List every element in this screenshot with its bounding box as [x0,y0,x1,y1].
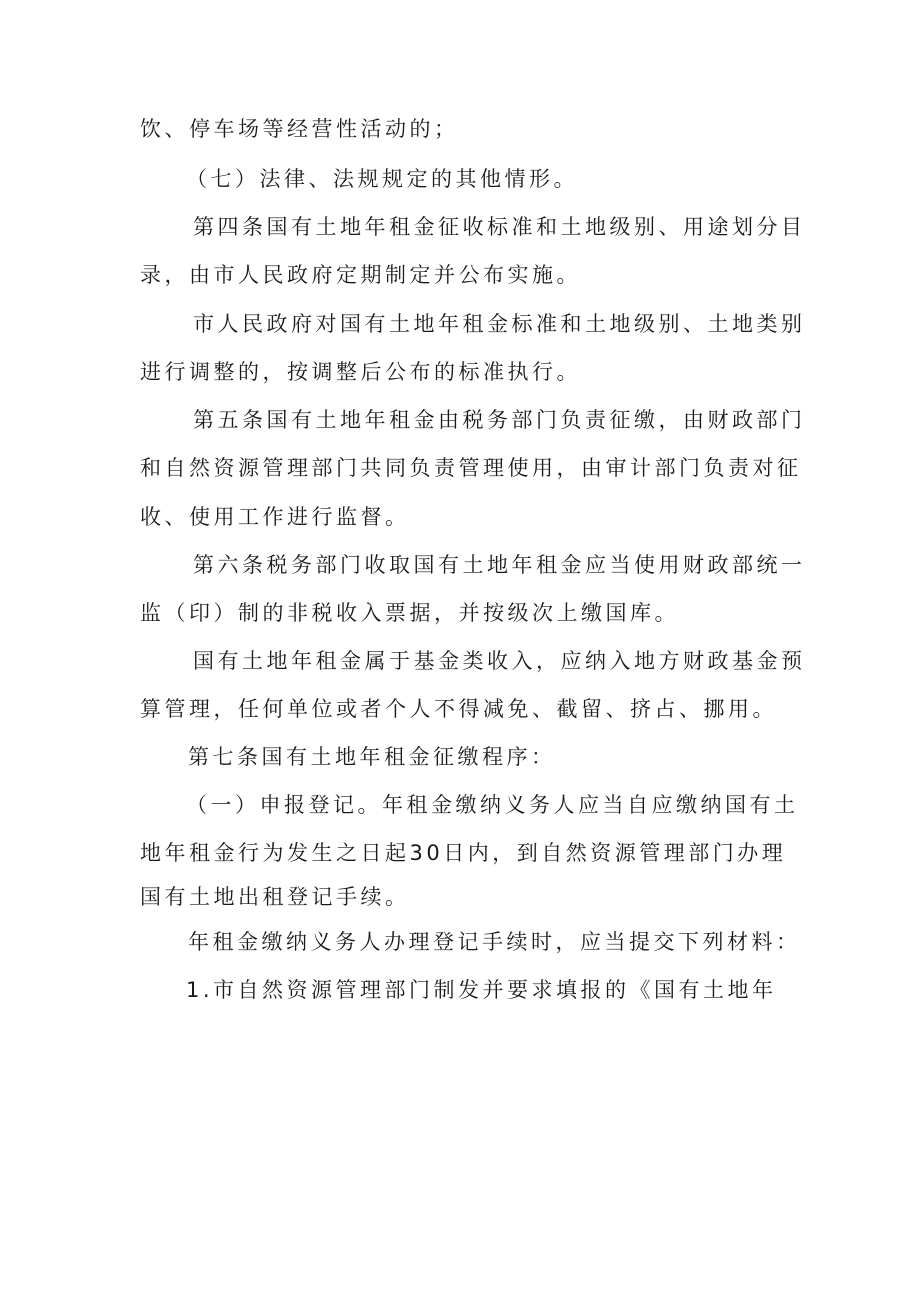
text-line: 国有土地出租登记手续。 [140,885,410,909]
text-line: 算管理，任何单位或者个人不得减免、截留、挤占、挪用。 [140,697,777,721]
text-line: 收、使用工作进行监督。 [140,505,410,529]
text-line: 监（印）制的非税收入票据，并按级次上缴国库。 [140,601,679,625]
article-5-heading: 第五条国有土地年租金由税务部门负责征缴，由财政部门 [193,408,806,432]
text-line: 录，由市人民政府定期制定并公布实施。 [140,263,581,287]
text-line: 1.市自然资源管理部门制发并要求填报的《国有土地年 [186,978,777,1002]
text-line: 市人民政府对国有土地年租金标准和土地级别、土地类别 [193,312,806,336]
text-line: 饮、停车场等经营性活动的； [140,117,459,141]
text-line: （七）法律、法规规定的其他情形。 [186,167,578,191]
article-4-heading: 第四条国有土地年租金征收标准和土地级别、用途划分目 [193,215,806,239]
text-line: 地年租金行为发生之日起30日内，到自然资源管理部门办理 [140,841,787,865]
text-line: （一）申报登记。年租金缴纳义务人应当自应缴纳国有土 [186,793,799,817]
text-line: 和自然资源管理部门共同负责管理使用，由审计部门负责对征 [140,456,802,480]
text-line: 国有土地年租金属于基金类收入，应纳入地方财政基金预 [193,649,806,673]
text-line: 进行调整的，按调整后公布的标准执行。 [140,360,581,384]
article-6-heading: 第六条税务部门收取国有土地年租金应当使用财政部统一 [193,553,806,577]
text-line: 年租金缴纳义务人办理登记手续时，应当提交下列材料： [188,930,801,954]
article-7-heading: 第七条国有土地年租金征缴程序： [188,745,556,769]
